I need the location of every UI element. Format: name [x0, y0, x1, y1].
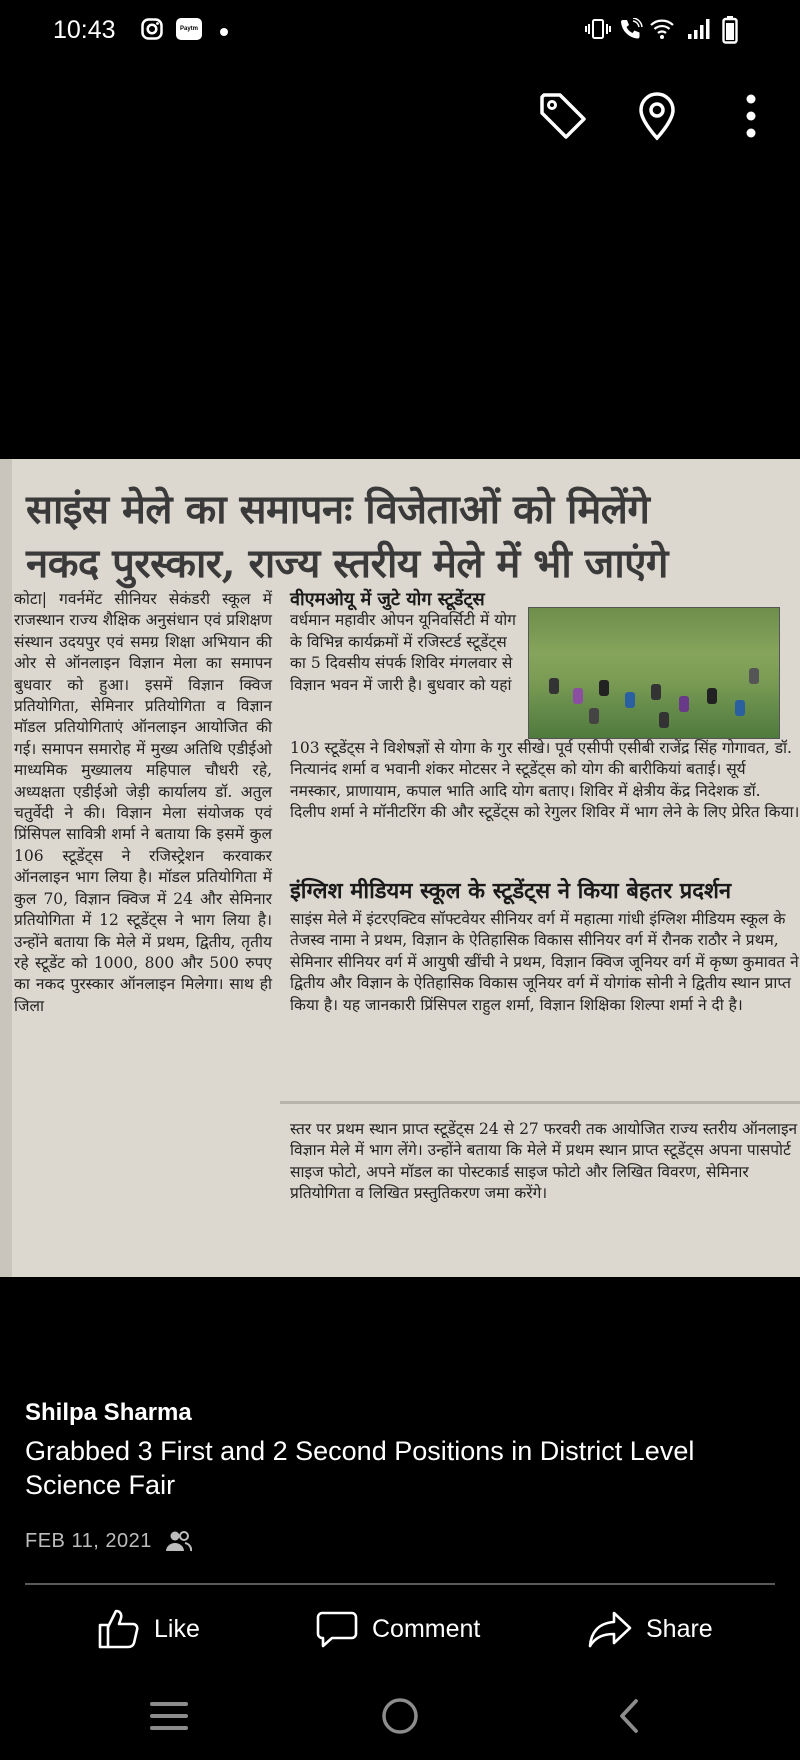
share-button[interactable] — [588, 1604, 713, 1654]
comment-button[interactable] — [316, 1604, 480, 1654]
yoga-heading: वीएमओयू में जुटे योग स्टूडेंट्स — [290, 589, 485, 610]
column-separator — [280, 1101, 800, 1104]
newspaper-edge — [0, 459, 12, 1277]
like-label: Like — [154, 1614, 200, 1643]
yoga-photo — [528, 607, 780, 739]
recent-apps-icon[interactable] — [150, 1700, 188, 1732]
more-vertical-icon[interactable] — [721, 86, 781, 146]
post-title: Grabbed 3 First and 2 Second Positions in District Level Science Fair — [25, 1436, 695, 1500]
english-medium-heading: इंग्लिश मीडियम स्कूल के स्टूडेंट्स ने किया बेहतर प्रदर्शन — [290, 878, 732, 904]
status-time: 10:43 — [53, 16, 116, 44]
share-label: Share — [646, 1614, 713, 1643]
post-author[interactable]: Shilpa Sharma — [25, 1399, 192, 1426]
notification-dot-icon — [220, 28, 228, 36]
article-left-column: कोटा| गवर्नमेंट सीनियर सेकंडरी स्कूल में राजस्थान राज्य शैक्षिक अनुसंधान एवं प्रशिक्षण संस्थान उदयपुर एवं समग्र शिक्षा अभियान की ओर से ऑनलाइन विज्ञान मेला का समापन बुधवार को हुआ। इसमें विज्ञान क्विज प्रतियोगिता, सेमिनार प्रतियोगिता व विज्ञान मॉडल प्रतियोगिताएं ऑनलाइन आयोजित की गई। समापन समारोह में मुख्य अतिथि एडीईओ माध्यमिक मुख्यालय महिपाल चौधरी रहे, अध्यक्षता एडीईओ जेड़ी कार्यालय डॉ. अतुल चतुर्वेदी ने की। विज्ञान मेला संयोजक एवं प्रिंसिपल सावित्री शर्मा ने बताया कि इसमें कुल 106 स्टूडेंट्स ने रजिस्ट्रेशन करवाकर ऑनलाइन भाग लिया है। मॉडल प्रतियोगिता में कुल 70, विज्ञान क्विज में 24 और सेमिनार प्रतियोगिता में 12 स्टूडेंट्स ने भाग लिया है। उन्होंने बताया कि मेले में प्रथम, द्वितीय, तृतीय रहे स्टूडेंट को 1000, 800 और 500 रुपए का नकद पुरस्कार ऑनलाइन मिलेगा। साथ ही जिला — [14, 590, 272, 1015]
battery-icon — [722, 16, 738, 44]
wifi-icon — [649, 18, 675, 40]
instagram-icon — [141, 18, 163, 40]
tag-icon[interactable] — [533, 86, 593, 146]
headline-line-1: साइंस मेले का समापनः विजेताओं को मिलेंगे — [26, 486, 650, 533]
newspaper-photo[interactable] — [0, 459, 800, 1277]
comment-icon — [316, 1609, 358, 1649]
article-bottom-text: स्तर पर प्रथम स्थान प्राप्त स्टूडेंट्स 24 से 27 फरवरी तक आयोजित राज्य स्तरीय ऑनलाइन विज्ञान मेले में भाग लेंगे। उन्होंने बताया कि मेले में प्रथम स्थान प्राप्त स्टूडेंट्स अपना पासपोर्ट साइज फोटो, अपने मॉडल का पोस्टकार्ड साइज फोटो और लिखित विवरण, सेमिनार प्रतियोगिता व लिखित प्रस्तुतिकरण जमा करेंगे। — [290, 1120, 798, 1203]
like-button[interactable] — [96, 1604, 200, 1654]
paytm-icon-label: Paytm — [179, 26, 198, 32]
wifi-calling-icon — [619, 18, 643, 40]
comment-label: Comment — [372, 1614, 481, 1643]
signal-icon — [686, 18, 712, 40]
paytm-icon — [176, 18, 202, 40]
share-arrow-icon — [588, 1609, 632, 1649]
vibrate-icon — [585, 18, 611, 40]
yoga-text-full: 103 स्टूडेंट्स ने विशेषज्ञों से योगा के गुर सीखे। पूर्व एसीपी एसीबी राजेंद्र सिंह गोगावत, डॉ. नित्यानंद शर्मा व भवानी शंकर मोटसर ने स्टूडेंट्स को योग की बारीकियां बताई। सूर्य नमस्कार, प्राणायाम, कपाल भाति आदि योग बताए। शिविर में क्षेत्रीय केंद्र निदेशक डॉ. दिलीप शर्मा ने मॉनीटरिंग की और स्टूडेंट्स को रेगुलर शिविर में भाग लेने के लिए प्रेरित किया। — [290, 739, 800, 822]
yoga-article-top — [290, 589, 522, 696]
back-icon[interactable] — [614, 1697, 642, 1735]
home-icon[interactable] — [380, 1696, 420, 1736]
english-medium-text: साइंस मेले में इंटरएक्टिव सॉफ्टवेयर सीनियर वर्ग में महात्मा गांधी इंग्लिश मीडियम स्कूल के तेजस्व नामा ने प्रथम, विज्ञान के ऐतिहासिक विकास सीनियर वर्ग में रौनक राठौर ने प्रथम, सेमिनार सीनियर वर्ग में आयुषी खींची ने प्रथम, विज्ञान क्विज जूनियर वर्ग में कृष्ण कुमावत ने द्वितीय और विज्ञान के ऐतिहासिक विकास जूनियर वर्ग में योगांक सोनी ने द्वितीय स्थान प्राप्त किया है। यह जानकारी प्रिंसिपल राहुल शर्मा, विज्ञान शिक्षिका शिल्पा शर्मा ने दी है। — [290, 910, 799, 1014]
newspaper-headline — [26, 483, 766, 591]
friends-icon — [166, 1530, 192, 1552]
headline-line-2: नकद पुरस्कार, राज्य स्तरीय मेले में भी जाएंगे — [26, 540, 668, 587]
yoga-text-top: वर्धमान महावीर ओपन यूनिवर्सिटी में योग के विभिन्न कार्यक्रमों में रजिस्टर्ड स्टूडेंट्स का 5 दिवसीय संपर्क शिविर मंगलवार से विज्ञान भवन में जारी है। बुधवार को यहां — [290, 611, 516, 694]
divider — [25, 1583, 775, 1585]
status-bar — [0, 0, 800, 66]
post-date: FEB 11, 2021 — [25, 1530, 152, 1552]
location-pin-icon[interactable] — [627, 86, 687, 146]
thumbs-up-icon — [96, 1607, 140, 1651]
